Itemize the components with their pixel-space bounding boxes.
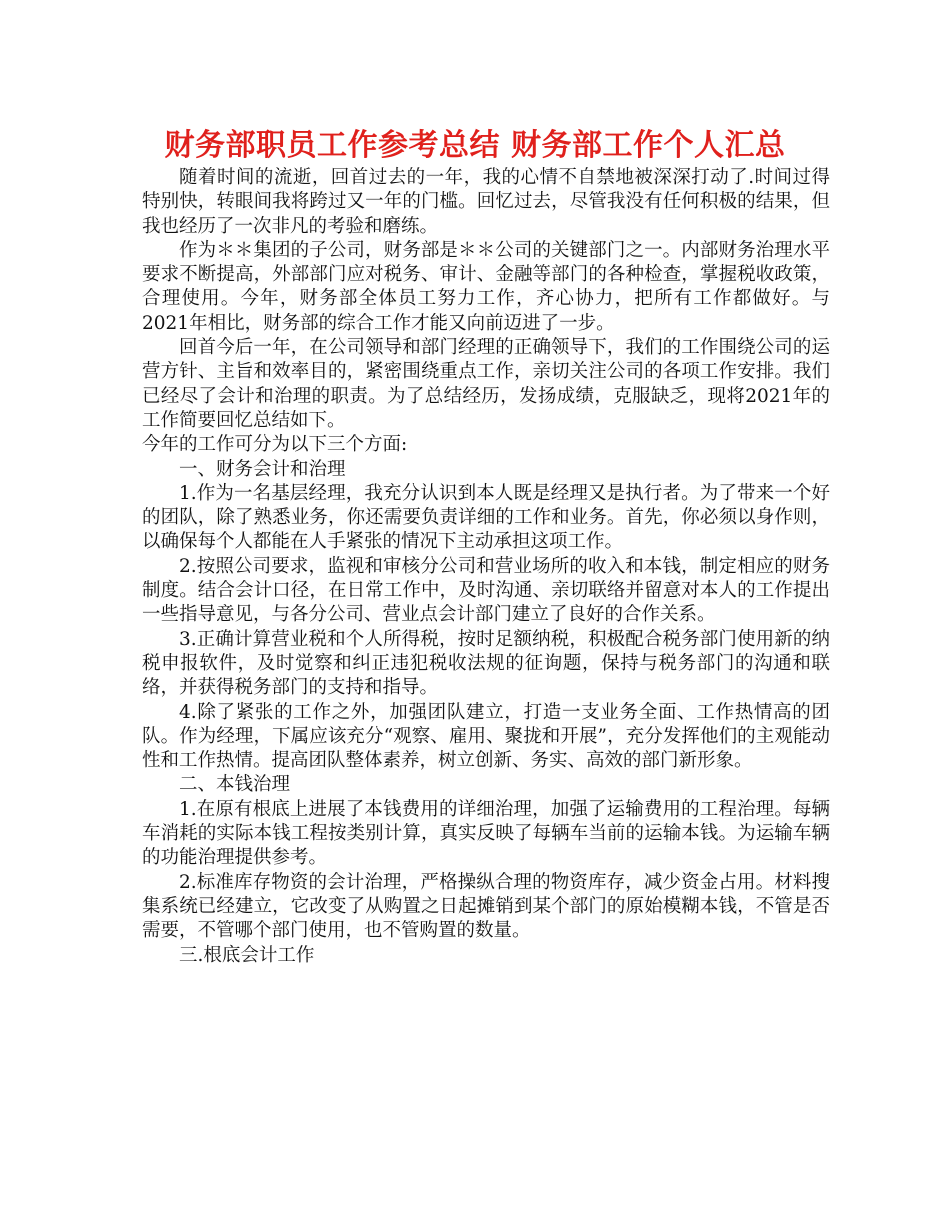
section1-item-3: 3.正确计算营业税和个人所得税，按时足额纳税，积极配合税务部门使用新的纳税申报软件，及时觉察和纠正违犯税收法规的征询题，保持与税务部门的沟通和联络，并获得税务部门的支持和指导。 <box>142 628 830 699</box>
section2-item-2: 2.标准库存物资的会计治理，严格操纵合理的物资库存，减少资金占用。材料搜集系统已经建立，它改变了从购置之日起摊销到某个部门的原始模糊本钱，不管是否需要，不管哪个部门使用，也不管购置的数量。 <box>142 871 830 942</box>
section1-item-1: 1.作为一名基层经理，我充分认识到本人既是经理又是执行者。为了带来一个好的团队，除了熟悉业务，你还需要负责详细的工作和业务。首先，你必须以身作则，以确保每个人都能在人手紧张的情况下主动承担这项工作。 <box>142 482 830 553</box>
section-heading-1: 一、财务会计和治理 <box>179 458 346 480</box>
section2-item-1: 1.在原有根底上进展了本钱费用的详细治理，加强了运输费用的工程治理。每辆车消耗的实际本钱工程按类别计算，真实反映了每辆车当前的运输本钱。为运输车辆的功能治理提供参考。 <box>142 798 830 869</box>
document-body <box>142 166 830 968</box>
document-title: 财务部职员工作参考总结 财务部工作个人汇总 <box>164 128 786 163</box>
section1-item-4: 4.除了紧张的工作之外，加强团队建立，打造一支业务全面、工作热情高的团队。作为经理，下属应该充分“观察、雇用、聚拢和开展”，充分发挥他们的主观能动性和工作热情。提高团队整体素养，树立创新、务实、高效的部门新形象。 <box>142 701 830 772</box>
paragraph-department: 作为＊＊集团的子公司，财务部是＊＊公司的关键部门之一。内部财务治理水平要求不断提高，外部部门应对税务、审计、金融等部门的各种检查，掌握税收政策，合理使用。今年，财务部全体员工努力工作，齐心协力，把所有工作都做好。与2021年相比，财务部的综合工作才能又向前迈进了一步。 <box>142 239 830 334</box>
paragraph-three-aspects: 今年的工作可分为以下三个方面: <box>142 434 408 456</box>
paragraph-review: 回首今后一年，在公司领导和部门经理的正确领导下，我们的工作围绕公司的运营方针、主旨和效率目的，紧密围绕重点工作，亲切关注公司的各项工作安排。我们已经尽了会计和治理的职责。为了总结经历，发扬成绩，克服缺乏，现将2021年的工作简要回忆总结如下。 <box>142 337 830 431</box>
section-heading-2: 二、本钱治理 <box>179 774 291 796</box>
section-heading-3: 三.根底会计工作 <box>179 944 315 966</box>
section1-item-2: 2.按照公司要求，监视和审核分公司和营业场所的收入和本钱，制定相应的财务制度。结合会计口径，在日常工作中，及时沟通、亲切联络并留意对本人的工作提出一些指导意见，与各分公司、营业点会计部门建立了良好的合作关系。 <box>142 555 830 626</box>
paragraph-intro: 随着时间的流逝，回首过去的一年，我的心情不自禁地被深深打动了.时间过得特别快，转眼间我将跨过又一年的门槛。回忆过去，尽管我没有任何积极的结果，但我也经历了一次非凡的考验和磨练。 <box>142 167 830 237</box>
